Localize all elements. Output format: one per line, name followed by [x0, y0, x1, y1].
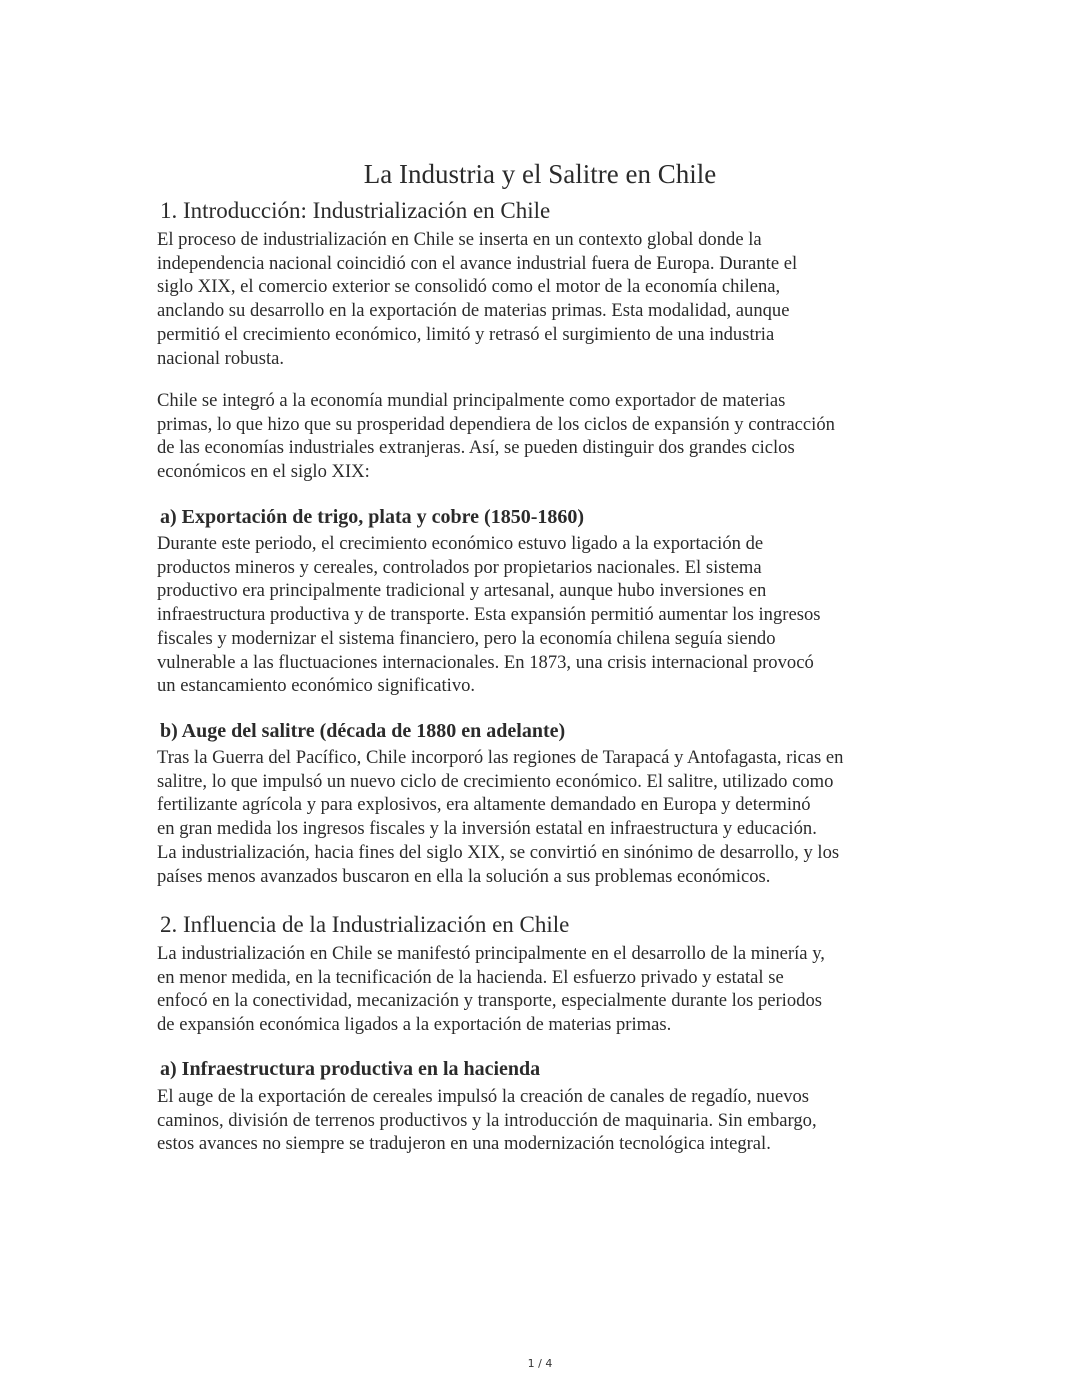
text-line: La industrialización en Chile se manifestó principalmente en el desarrollo de la minería y,: [157, 943, 825, 964]
text-line: primas, lo que hizo que su prosperidad dependiera de los ciclos de expansión y contracción: [157, 413, 835, 435]
text-line: salitre, lo que impulsó un nuevo ciclo de crecimiento económico. El salitre, utilizado como: [157, 770, 834, 792]
text-line: países menos avanzados buscaron en ella la solución a sus problemas económicos.: [157, 865, 771, 887]
paragraph: [157, 532, 821, 698]
text-line: anclando su desarrollo en la exportación de materias primas. Esta modalidad, aunque: [157, 300, 790, 322]
text-line: enfocó en la conectividad, mecanización y transporte, especialmente durante los periodos: [157, 990, 822, 1012]
section-heading: 2. Influencia de la Industrialización en Chile: [160, 912, 570, 937]
text-line: nacional robusta.: [157, 347, 285, 369]
paragraph: [157, 1085, 817, 1156]
text-line: vulnerable a las fluctuaciones internacionales. En 1873, una crisis internacional provocó: [157, 651, 814, 673]
text-line: permitió el crecimiento económico, limitó y retrasó el surgimiento de una industria: [157, 323, 775, 345]
text-line: fiscales y modernizar el sistema financiero, pero la economía chilena seguía siendo: [157, 627, 776, 649]
text-line: un estancamiento económico significativo.: [157, 675, 476, 697]
paragraph: [157, 389, 835, 484]
text-line: Chile se integró a la economía mundial principalmente como exportador de materias: [157, 390, 786, 411]
paragraph: [157, 228, 797, 370]
text-line: productivo era principalmente tradicional y artesanal, aunque hubo inversiones en: [157, 580, 767, 602]
text-line: caminos, división de terrenos productivos y la introducción de maquinaria. Sin embargo,: [157, 1109, 817, 1131]
text-line: independencia nacional coincidió con el avance industrial fuera de Europa. Durante el: [157, 252, 798, 274]
subsection-heading: a) Infraestructura productiva en la hacienda: [160, 1058, 541, 1080]
text-line: fertilizante agrícola y para explosivos, era altamente demandado en Europa y determinó: [157, 794, 811, 816]
text-line: Durante este periodo, el crecimiento económico estuvo ligado a la exportación de: [157, 533, 764, 554]
text-line: siglo XIX, el comercio exterior se consolidó como el motor de la economía chilena,: [157, 276, 781, 298]
paragraph: [157, 746, 843, 888]
text-line: en menor medida, en la tecnificación de la hacienda. El esfuerzo privado y estatal se: [157, 966, 784, 988]
text-line: económicos en el siglo XIX:: [157, 461, 370, 483]
page-number: 1 / 4: [527, 1357, 553, 1370]
subsection-heading: b) Auge del salitre (década de 1880 en adelante): [160, 720, 566, 742]
text-line: El auge de la exportación de cereales impulsó la creación de canales de regadío, nuevos: [157, 1086, 810, 1107]
text-line: La industrialización, hacia fines del siglo XIX, se convirtió en sinónimo de desarrollo, y los: [157, 841, 840, 863]
paragraph: [157, 942, 825, 1037]
document-title: La Industria y el Salitre en Chile: [363, 159, 717, 189]
text-line: en gran medida los ingresos fiscales y la inversión estatal en infraestructura y educación.: [157, 818, 817, 840]
text-line: infraestructura productiva y de transporte. Esta expansión permitió aumentar los ingresos: [157, 604, 821, 626]
text-line: Tras la Guerra del Pacífico, Chile incorporó las regiones de Tarapacá y Antofagasta, ricas en: [157, 747, 844, 768]
text-line: de las economías industriales extranjeras. Así, se pueden distinguir dos grandes ciclos: [157, 437, 795, 459]
section-heading: 1. Introducción: Industrialización en Chile: [160, 198, 551, 223]
text-line: de expansión económica ligados a la exportación de materias primas.: [157, 1014, 672, 1036]
text-line: El proceso de industrialización en Chile se inserta en un contexto global donde la: [157, 229, 762, 250]
subsection-heading: a) Exportación de trigo, plata y cobre (1850-1860): [160, 506, 585, 528]
text-line: estos avances no siempre se tradujeron en una modernización tecnológica integral.: [157, 1133, 771, 1155]
text-line: productos mineros y cereales, controlados por propietarios nacionales. El sistema: [157, 556, 762, 578]
